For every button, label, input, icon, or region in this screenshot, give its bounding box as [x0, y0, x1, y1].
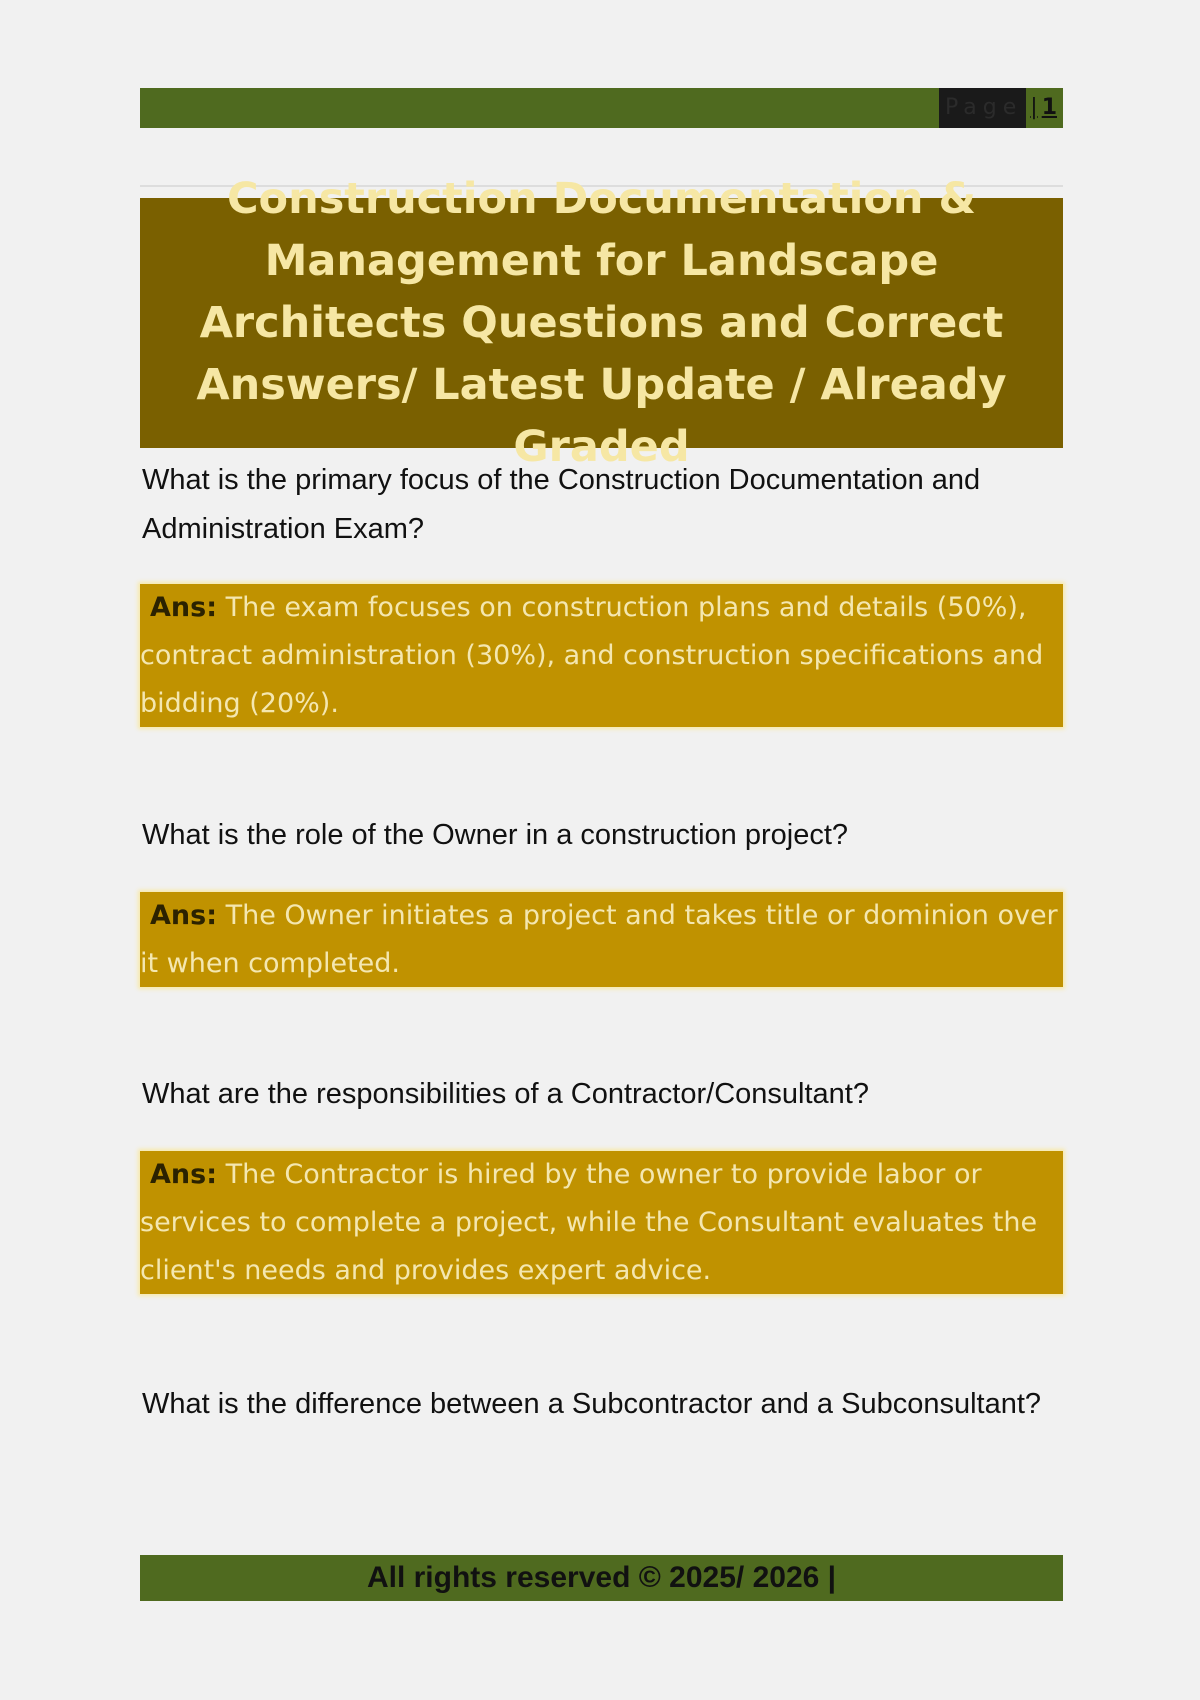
answer-text-1: The exam focuses on construction plans and details (50%), contract administration (30%), and construction specifications and bidding (20%).	[140, 592, 1044, 719]
ans-label-1: Ans:	[150, 592, 217, 623]
title-banner	[140, 174, 1063, 472]
answer-text-3: The Contractor is hired by the owner to provide labor or services to complete a project, while the Consultant evaluates the client's needs and provides expert advice.	[140, 1159, 1038, 1286]
answer-3	[140, 1151, 1059, 1295]
ans-label-2: Ans:	[150, 900, 217, 931]
question-3: What are the responsibilities of a Contractor/Consultant?	[142, 1078, 869, 1110]
question-4: What is the difference between a Subcontractor and a Subconsultant?	[142, 1388, 1042, 1420]
document-title: Construction Documentation & Management for Landscape Architects Questions and Correct Answers/ Latest Update / Already Graded	[196, 174, 1007, 472]
page-number-label	[939, 88, 1063, 128]
question-2: What is the role of the Owner in a construction project?	[142, 819, 849, 851]
page-footer-bar	[140, 1555, 1063, 1601]
answer-2	[140, 892, 1059, 988]
answer-1	[140, 584, 1059, 728]
question-1: What is the primary focus of the Construction Documentation and Administration Exam?	[142, 464, 981, 545]
page-separator: |	[1030, 95, 1038, 120]
page-header-bar	[140, 88, 1063, 128]
page-number: 1	[1041, 95, 1057, 120]
ans-label-3: Ans:	[150, 1159, 217, 1190]
answer-text-2: The Owner initiates a project and takes title or dominion over it when completed.	[140, 900, 1058, 979]
footer-copyright: All rights reserved © 2025/ 2026 |	[366, 1561, 837, 1594]
answer-box-1	[140, 584, 1063, 727]
page-word: Page	[939, 88, 1026, 128]
answer-box-2	[140, 892, 1063, 987]
answer-box-3	[140, 1151, 1063, 1294]
